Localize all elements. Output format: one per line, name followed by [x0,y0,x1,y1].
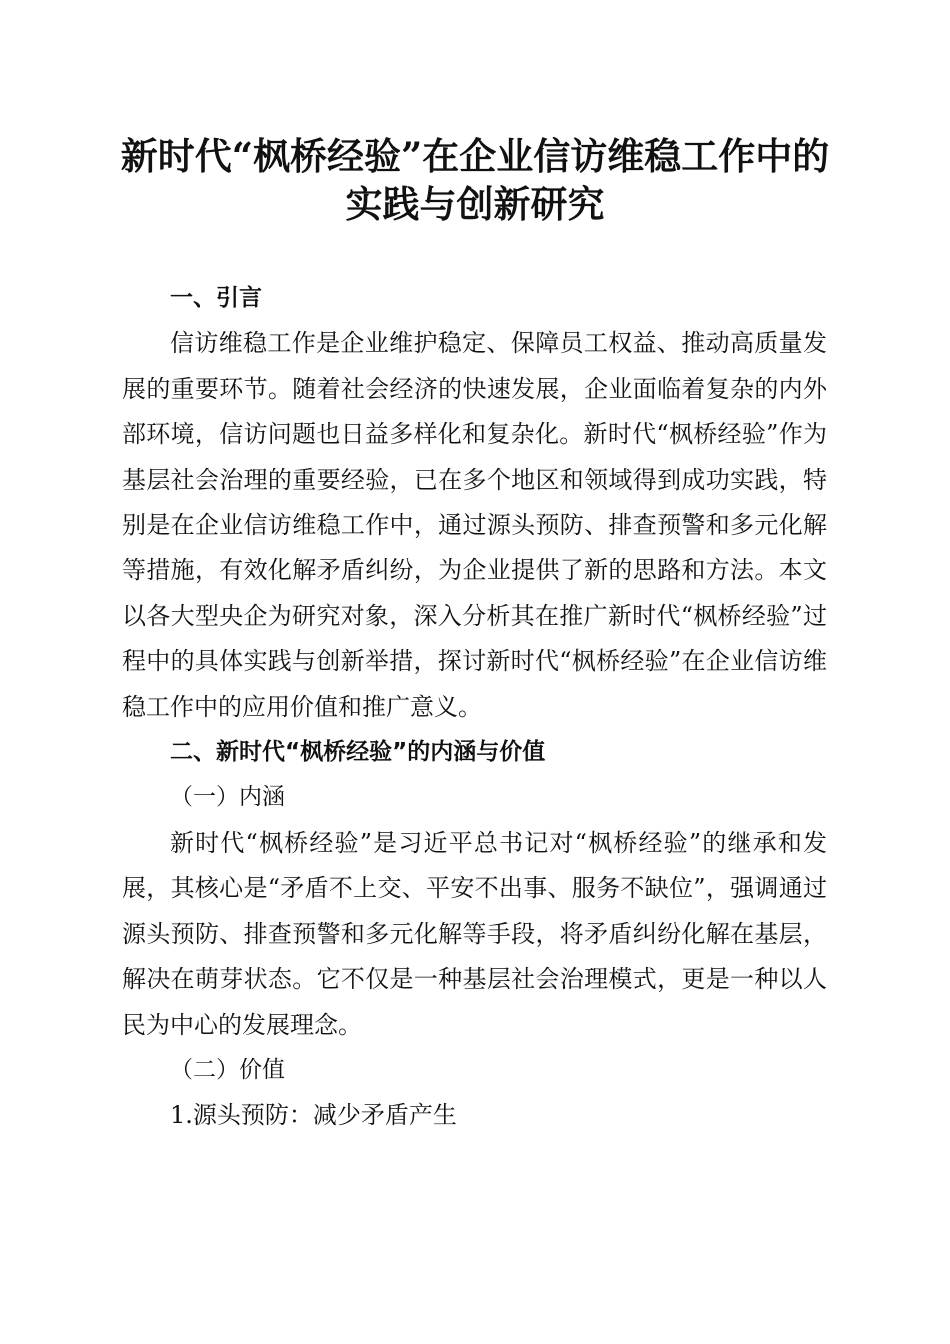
document-body [122,276,827,1139]
title-line-2: 实践与创新研究 [345,182,605,226]
subsection-heading-connotation: （一）内涵 [170,784,285,811]
document-title [100,132,850,228]
value-item-1: 1.源头预防：减少矛盾产生 [170,1101,457,1130]
section-heading-introduction: 一、引言 [170,285,262,311]
subsection-heading-value: （二）价值 [170,1056,285,1083]
introduction-paragraph: 信访维稳工作是企业维护稳定、保障员工权益、推动高质量发展的重要环节。随着社会经济的快速发展，企业面临着复杂的内外部环境，信访问题也日益多样化和复杂化。新时代“枫桥经验”作为基层社会治理的重要经验，已在多个地区和领域得到成功实践，特别是在企业信访维稳工作中，通过源头预防、排查预警和多元化解等措施，有效化解矛盾纠纷，为企业提供了新的思路和方法。本文以各大型央企为研究对象，深入分析其在推广新时代“枫桥经验”过程中的具体实践与创新举措，探讨新时代“枫桥经验”在企业信访维稳工作中的应用价值和推广意义。 [122,329,827,721]
section-heading-connotation-value: 二、新时代“枫桥经验”的内涵与价值 [170,739,546,766]
title-line-1: 新时代“枫桥经验”在企业信访维稳工作中的 [120,134,830,178]
connotation-paragraph: 新时代“枫桥经验”是习近平总书记对“枫桥经验”的继承和发展，其核心是“矛盾不上交、平安不出事、服务不缺位”，强调通过源头预防、排查预警和多元化解等手段，将矛盾纠纷化解在基层，解决在萌芽状态。它不仅是一种基层社会治理模式，更是一种以人民为中心的发展理念。 [122,828,827,1039]
